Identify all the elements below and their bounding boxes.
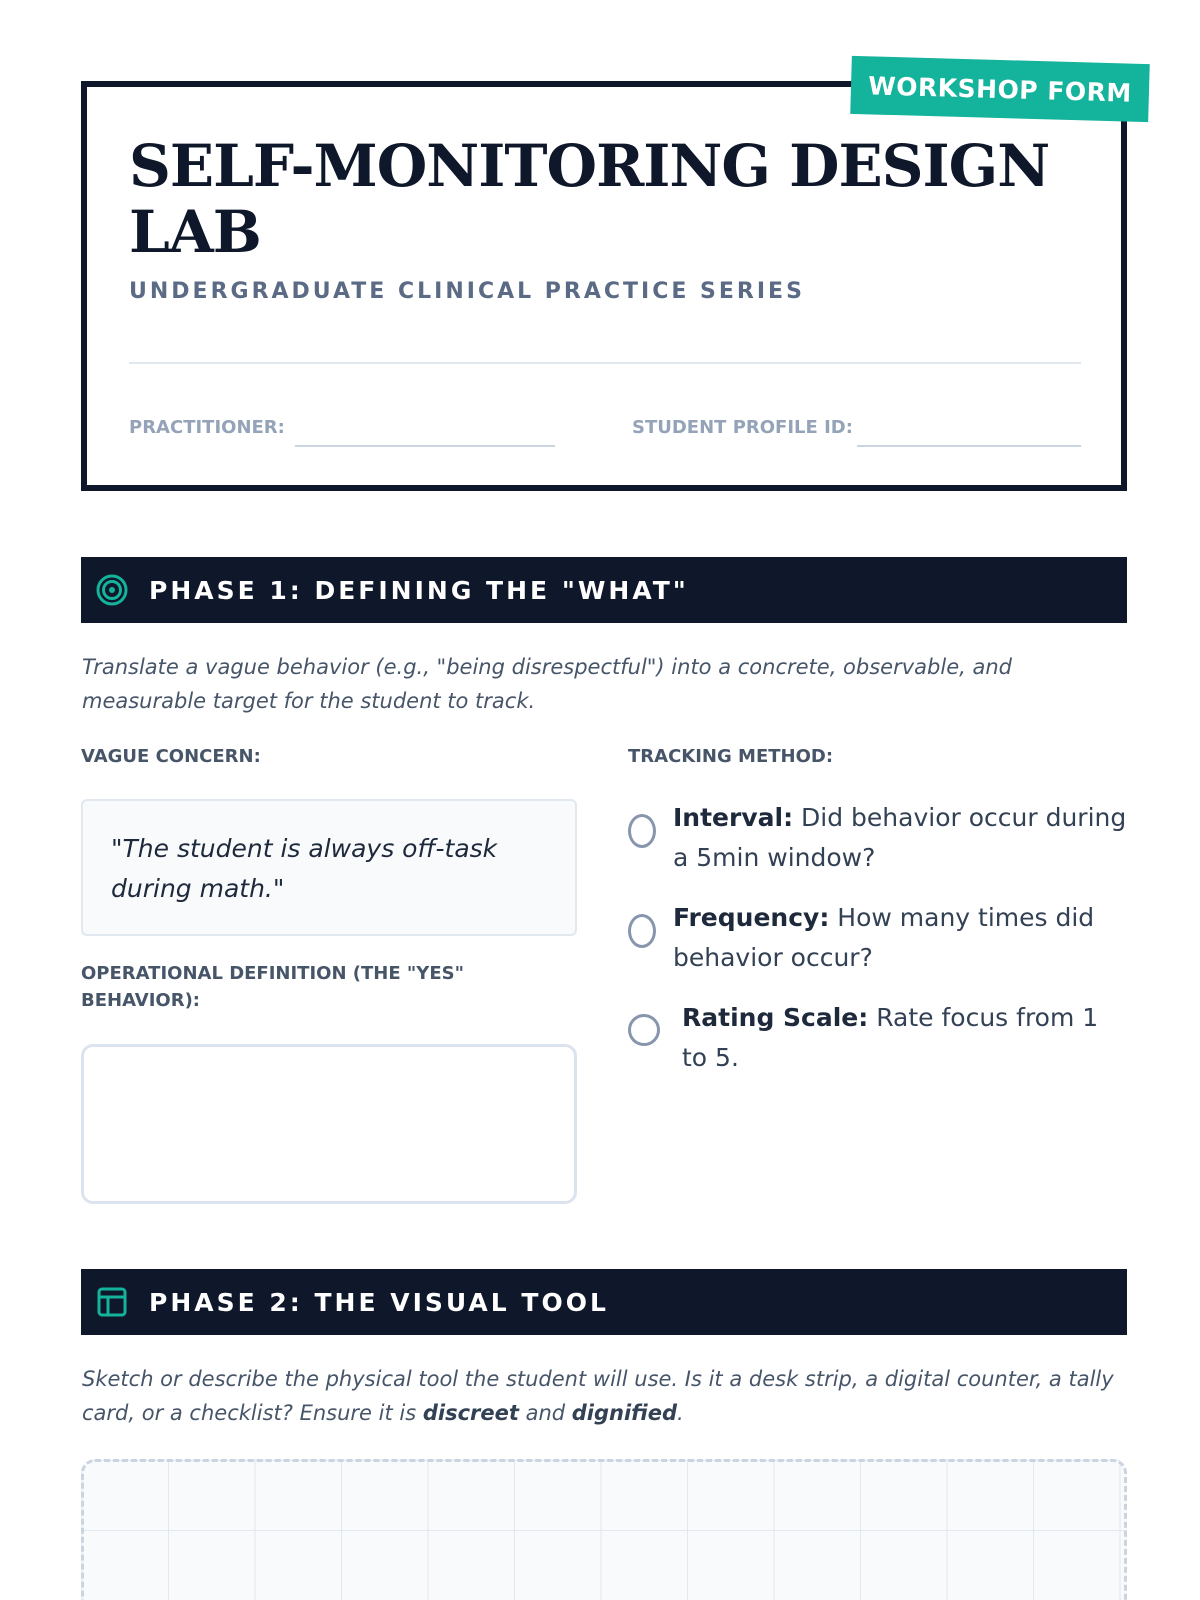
radio-button[interactable] <box>628 814 656 848</box>
phase-2-header <box>81 1269 1127 1335</box>
tracking-option-interval[interactable] <box>628 798 1128 878</box>
option-description: Rate focus from 1 to 5. <box>682 1003 1099 1072</box>
tracking-option-frequency[interactable] <box>628 898 1128 978</box>
vague-concern-label: VAGUE CONCERN: <box>81 746 261 767</box>
header-divider <box>129 362 1081 364</box>
operational-definition-label: OPERATIONAL DEFINITION (THE "YES" BEHAVIOR): <box>81 963 464 1011</box>
radio-button[interactable] <box>628 1014 660 1046</box>
radio-button[interactable] <box>628 914 656 948</box>
option-description: How many times did behavior occur? <box>673 903 1095 972</box>
tracking-method-label: TRACKING METHOD: <box>628 746 834 767</box>
sketch-area[interactable] <box>81 1459 1127 1600</box>
tracking-option-rating-scale[interactable] <box>628 998 1128 1078</box>
vague-concern-box: "The student is always off-task during math." <box>81 799 577 936</box>
student-profile-id-input[interactable] <box>857 445 1081 447</box>
phase-1-intro: Translate a vague behavior (e.g., "being disrespectful") into a concrete, observable, and measurable target for the student to track. <box>82 655 1012 713</box>
phase-1-title: PHASE 1: DEFINING THE "WHAT" <box>149 575 689 605</box>
page-subtitle: UNDERGRADUATE CLINICAL PRACTICE SERIES <box>129 279 805 304</box>
layout-icon <box>95 1285 129 1319</box>
operational-definition-input[interactable] <box>81 1044 577 1204</box>
option-term: Frequency: <box>673 903 830 932</box>
header-card <box>81 81 1127 491</box>
page-title: SELF-MONITORING DESIGN LAB <box>129 132 1050 266</box>
target-icon <box>95 573 129 607</box>
phase-2-intro: Sketch or describe the physical tool the student will use. Is it a desk strip, a digital counter, a tally card, or a checklist? Ensure it is discreet and dignified. <box>82 1367 1114 1425</box>
option-term: Rating Scale: <box>682 1003 869 1032</box>
option-term: Interval: <box>673 803 794 832</box>
practitioner-input[interactable] <box>295 445 555 447</box>
workshop-form-badge: WORKSHOP FORM <box>850 56 1150 122</box>
phase-1-header <box>81 557 1127 623</box>
practitioner-label: PRACTITIONER: <box>129 417 285 438</box>
phase-2-title: PHASE 2: THE VISUAL TOOL <box>149 1287 609 1317</box>
option-description: Did behavior occur during a 5min window? <box>673 803 1127 872</box>
student-profile-id-label: STUDENT PROFILE ID: <box>632 417 853 438</box>
